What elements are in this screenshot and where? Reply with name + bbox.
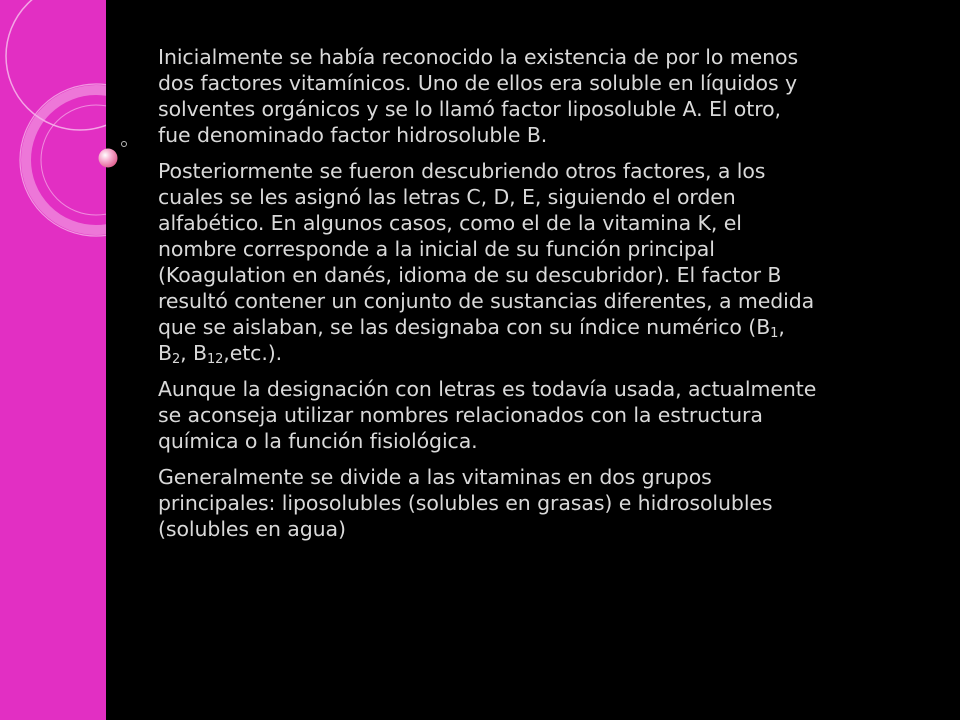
paragraph-2: [158, 158, 818, 366]
b1-subscript: 1: [770, 326, 779, 341]
paragraph-1: Inicialmente se había reconocido la existencia de por lo menos dos factores vitamínicos. Uno de ellos era soluble en líquidos y solventes orgánicos y se lo llamó factor liposoluble A. El otro, fue denominado factor hidrosoluble B.: [158, 45, 799, 147]
paragraph-4: Generalmente se divide a las vitaminas en dos grupos principales: liposolubles (solubles en grasas) e hidrosolubles (solubles en agua): [158, 465, 773, 541]
b2-subscript: 2: [171, 352, 181, 367]
decorative-bullet-graphic: [90, 136, 134, 180]
separator-1: ,: [778, 315, 785, 339]
b1-letter: B: [756, 315, 771, 339]
paragraph-2-text: Posteriormente se fueron descubriendo otros factores, a los cuales se les asignó las letras C, D, E, siguiendo el orden alfabético. En algunos casos, como el de la vitamina K, el nombre corresponde a la inicial de su función principal (Koagulation en danés, idioma de su descubridor). El factor B resultó contener un conjunto de sustancias diferentes, a medida que se aislaban, se las designaba con su índice numérico (: [158, 159, 815, 339]
decorative-rings-graphic: [0, 0, 106, 720]
b2-letter: B: [158, 341, 172, 365]
paragraph-3: Aunque la designación con letras es todavía usada, actualmente se aconseja utilizar nombres relacionados con la estructura química o la función fisiológica.: [158, 377, 817, 453]
separator-2: ,: [180, 341, 193, 365]
pink-bullet-icon: [99, 149, 118, 168]
b12-subscript: 12: [206, 352, 224, 367]
paragraph-2-tail: ,etc.).: [223, 341, 283, 365]
decorative-side-band: [0, 0, 106, 720]
slide-body: [158, 44, 818, 552]
small-ring-icon: [122, 142, 127, 147]
b12-letter: B: [192, 341, 207, 365]
ring-large-icon: [6, 0, 106, 130]
